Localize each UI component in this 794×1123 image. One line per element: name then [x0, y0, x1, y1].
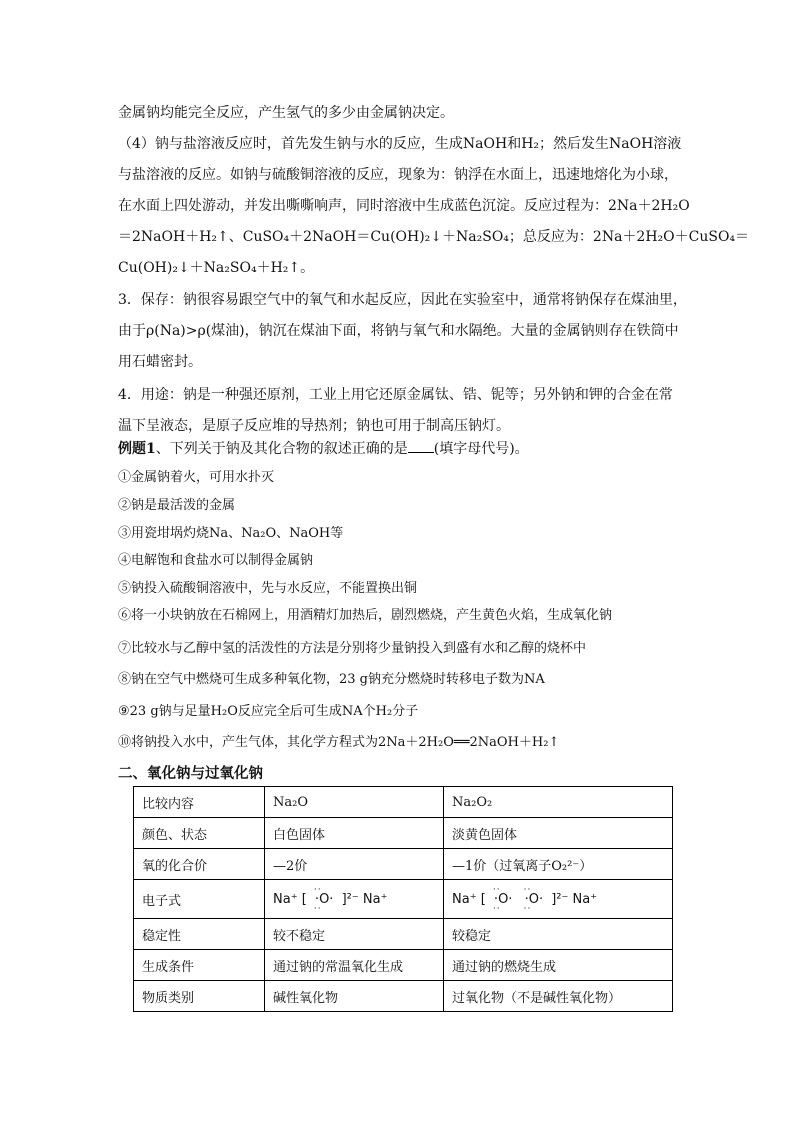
paragraph-line: 4．用途：钠是一种强还原剂，工业上用它还原金属钛、锆、铌等；另外钠和钾的合金在常 — [118, 387, 673, 403]
table-cell: 较不稳定 — [265, 919, 444, 950]
table-cell: 生成条件 — [134, 950, 265, 981]
paragraph-line: 3．保存：钠很容易跟空气中的氧气和水起反应，因此在实验室中，通常将钠保存在煤油里， — [118, 292, 687, 308]
table-cell: 过氧化物（不是碱性氧化物） — [444, 981, 673, 1012]
table-cell: 颜色、状态 — [134, 818, 265, 849]
lewis-structure-na2o2 — [444, 880, 673, 919]
option-item: ①金属钠着火，可用水扑灭 — [118, 470, 275, 485]
table-row — [134, 818, 673, 849]
option-item: ⑧钠在空气中燃烧可生成多种氧化物，23 g钠充分燃烧时转移电子数为NA — [118, 672, 545, 687]
table-cell: 通过钠的燃烧生成 — [444, 950, 673, 981]
paragraph-line: 金属钠均能完全反应，产生氢气的多少由金属钠决定。 — [118, 105, 454, 121]
table-cell: 淡黄色固体 — [444, 818, 673, 849]
lewis-structure-na2o — [265, 880, 444, 919]
answer-blank[interactable] — [408, 440, 434, 453]
example-question-text: 、下列关于钠及其化合物的叙述正确的是 — [155, 441, 408, 457]
paragraph-line: ＝2NaOH＋H₂↑、CuSO₄＋2NaOH＝Cu(OH)₂↓＋Na₂SO₄；总反应为：2Na＋2H₂O＋CuSO₄＝ — [118, 229, 750, 245]
comparison-table — [133, 786, 673, 1012]
table-cell: 稳定性 — [134, 919, 265, 950]
table-row — [134, 950, 673, 981]
example-label: 例题1 — [118, 441, 156, 457]
table-cell: Na₂O₂ — [444, 787, 673, 818]
option-item: ⑤钠投入硫酸铜溶液中，先与水反应，不能置换出铜 — [118, 581, 418, 596]
lewis-formula: Na⁺ [ ·O· ·· ·· ]²⁻ Na⁺ — [273, 884, 388, 914]
paragraph-line: （4）钠与盐溶液反应时，首先发生钠与水的反应，生成NaOH和H₂；然后发生NaOH溶液 — [118, 136, 682, 152]
paragraph-line: Cu(OH)₂↓＋Na₂SO₄＋H₂↑。 — [118, 260, 315, 276]
table-row — [134, 981, 673, 1012]
section-title: 二、氧化钠与过氧化钠 — [118, 765, 263, 782]
option-item: ⑩将钠投入水中，产生气体，其化学方程式为2Na＋2H₂O══2NaOH＋H₂↑ — [118, 735, 560, 750]
oxygen-atom: ·O· ·· ·· — [492, 884, 513, 914]
oxygen-atom: ·O· ·· ·· — [313, 884, 334, 914]
option-item: ⑥将一小块钠放在石棉网上，用酒精灯加热后，剧烈燃烧，产生黄色火焰，生成氧化钠 — [118, 608, 613, 623]
paragraph-line: 温下呈液态，是原子反应堆的导热剂；钠也可用于制高压钠灯。 — [118, 418, 510, 434]
paragraph-line: 由于ρ(Na)>ρ(煤油)，钠沉在煤油下面，将钠与氧气和水隔绝。大量的金属钠则存在铁筒中 — [118, 323, 679, 339]
table-cell: 白色固体 — [265, 818, 444, 849]
oxygen-atom: ·O· ·· ·· — [523, 884, 544, 914]
table-row — [134, 849, 673, 880]
paragraph-line: 在水面上四处游动，并发出嘶嘶响声，同时溶液中生成蓝色沉淀。反应过程为：2Na＋2H₂O — [118, 198, 690, 214]
table-cell: 碱性氧化物 — [265, 981, 444, 1012]
table-row — [134, 787, 673, 818]
table-cell: —1价（过氧离子O₂²⁻） — [444, 849, 673, 880]
option-item: ⑨23 g钠与足量H₂O反应完全后可生成NA个H₂分子 — [118, 704, 419, 719]
lewis-formula: Na⁺ [ ·O· ·· ·· ·O· ·· ·· ]²⁻ Na⁺ — [452, 884, 598, 914]
option-item: ⑦比较水与乙醇中氢的活泼性的方法是分别将少量钠投入到盛有水和乙醇的烧杯中 — [118, 641, 587, 656]
option-item: ④电解饱和食盐水可以制得金属钠 — [118, 553, 314, 568]
table-cell: 比较内容 — [134, 787, 265, 818]
table-row — [134, 919, 673, 950]
option-item: ③用瓷坩埚灼烧Na、Na₂O、NaOH等 — [118, 526, 344, 541]
table-cell: —2价 — [265, 849, 444, 880]
table-cell: 物质类别 — [134, 981, 265, 1012]
example-question — [118, 438, 529, 458]
example-question-suffix: (填字母代号)。 — [433, 441, 529, 457]
paragraph-line: 用石蜡密封。 — [118, 354, 202, 370]
table-cell: 电子式 — [134, 880, 265, 919]
table-cell: Na₂O — [265, 787, 444, 818]
paragraph-line: 与盐溶液的反应。如钠与硫酸铜溶液的反应，现象为：钠浮在水面上，迅速地熔化为小球， — [118, 167, 678, 183]
table-row — [134, 880, 673, 919]
table-cell: 氧的化合价 — [134, 849, 265, 880]
option-item: ②钠是最活泼的金属 — [118, 498, 236, 513]
table-cell: 通过钠的常温氧化生成 — [265, 950, 444, 981]
table-cell: 较稳定 — [444, 919, 673, 950]
